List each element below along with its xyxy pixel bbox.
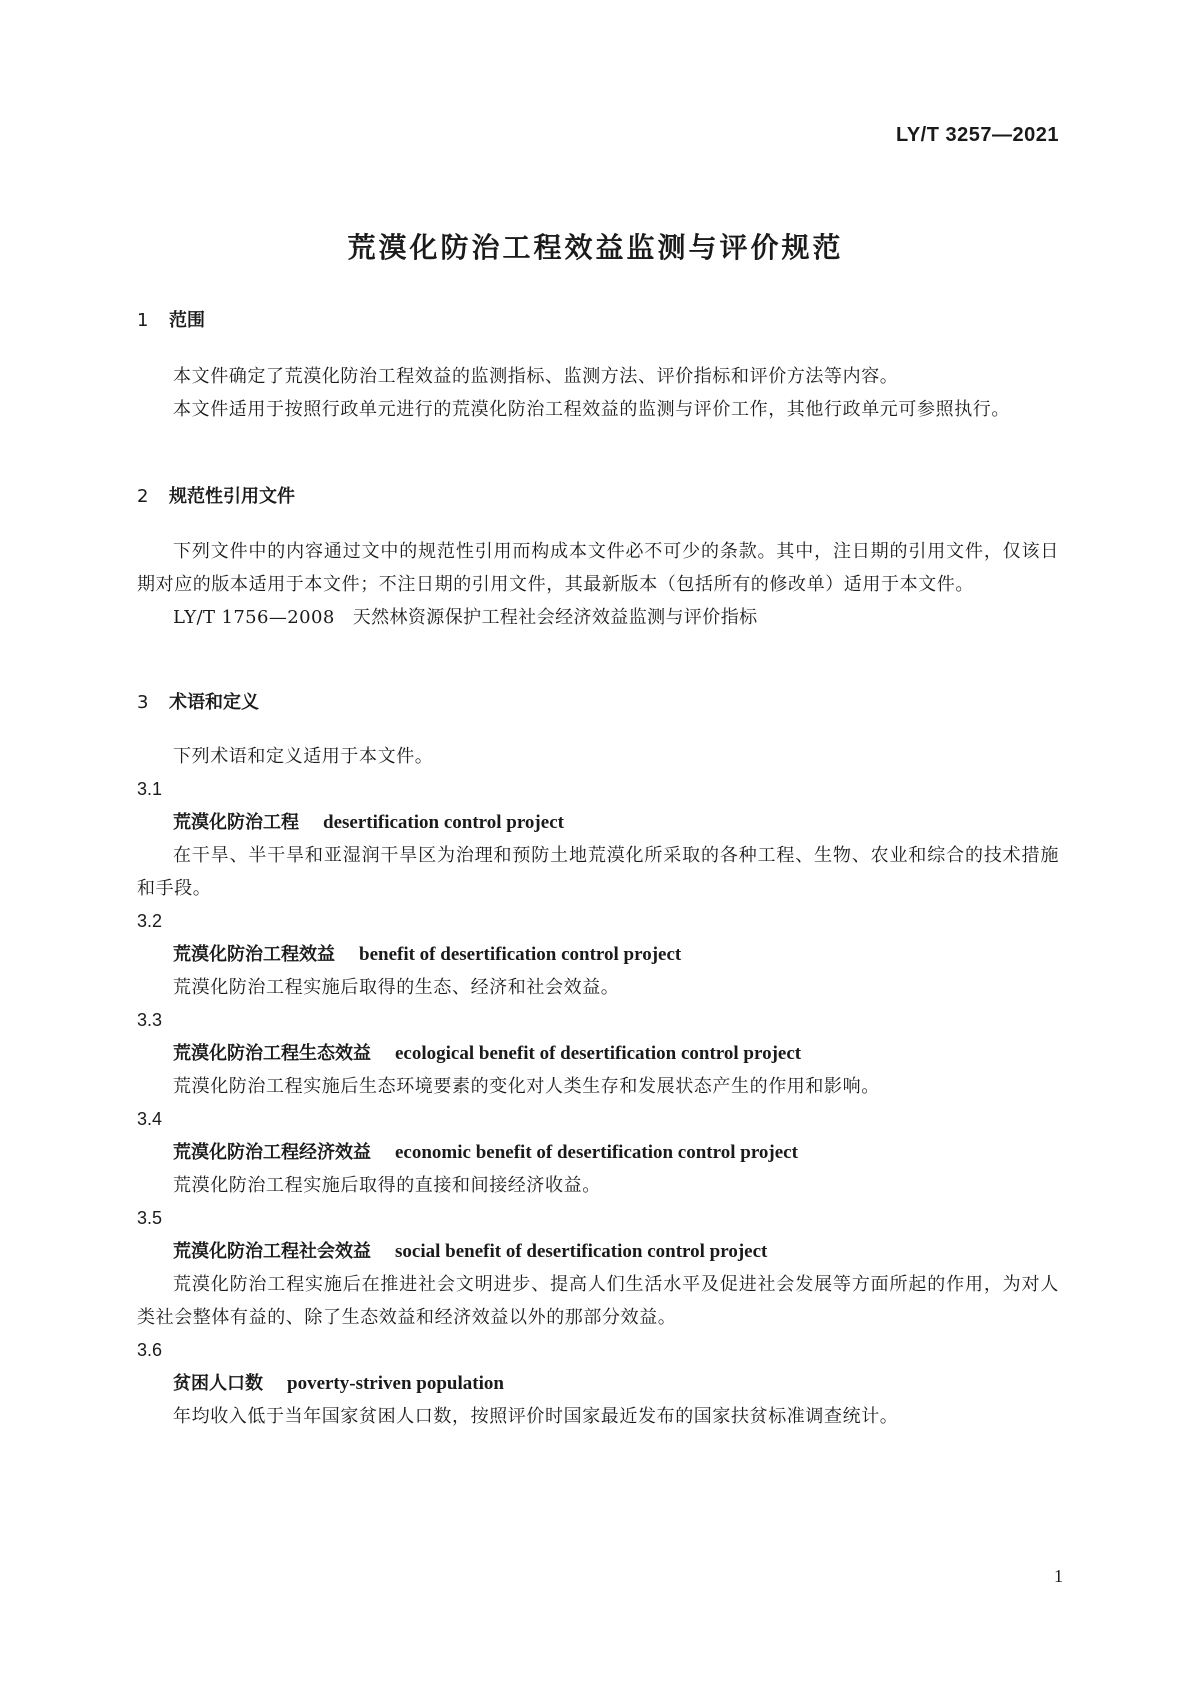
term-heading [137, 938, 1059, 971]
term-zh: 荒漠化防治工程 [173, 812, 299, 833]
term-zh: 贫困人口数 [173, 1373, 263, 1394]
term-number: 3.5 [137, 1208, 163, 1228]
section-3 [137, 688, 1059, 714]
section-heading [137, 688, 1059, 714]
term-number: 3.3 [137, 1010, 163, 1030]
section-2-body [137, 535, 1059, 634]
term-zh: 荒漠化防治工程生态效益 [173, 1043, 371, 1064]
term-number: 3.2 [137, 911, 163, 931]
section-number: 3 [137, 692, 149, 713]
term-entry [137, 905, 1059, 1004]
term-heading [137, 1367, 1059, 1400]
page-number: 1 [1054, 1566, 1063, 1586]
paragraph: 本文件适用于按照行政单元进行的荒漠化防治工程效益的监测与评价工作，其他行政单元可参照执行。 [173, 399, 1010, 420]
term-number: 3.4 [137, 1109, 163, 1129]
section-title: 范围 [169, 310, 205, 331]
section-heading [137, 482, 1059, 508]
term-number: 3.6 [137, 1340, 163, 1360]
term-en: economic benefit of desertification control project [395, 1142, 798, 1163]
section-title: 规范性引用文件 [169, 486, 295, 507]
document-title: 荒漠化防治工程效益监测与评价规范 [347, 231, 844, 264]
section-heading [137, 306, 1059, 332]
term-en: poverty-striven population [287, 1373, 504, 1394]
section-number: 1 [137, 310, 149, 331]
reference-code: LY/T 1756—2008 [173, 607, 335, 628]
term-definition: 在干旱、半干旱和亚湿润干旱区为治理和预防土地荒漠化所采取的各种工程、生物、农业和综合的技术措施和手段。 [137, 845, 1059, 899]
normative-reference [137, 601, 1059, 634]
term-entry [137, 1202, 1059, 1334]
term-zh: 荒漠化防治工程社会效益 [173, 1241, 371, 1262]
term-entry [137, 1103, 1059, 1202]
term-zh: 荒漠化防治工程经济效益 [173, 1142, 371, 1163]
term-definition: 年均收入低于当年国家贫困人口数，按照评价时国家最近发布的国家扶贫标准调查统计。 [173, 1406, 899, 1427]
paragraph: 本文件确定了荒漠化防治工程效益的监测指标、监测方法、评价指标和评价方法等内容。 [173, 366, 899, 387]
term-heading [137, 1235, 1059, 1268]
section-1 [137, 306, 1059, 332]
paragraph: 下列文件中的内容通过文中的规范性引用而构成本文件必不可少的条款。其中，注日期的引用文件，仅该日期对应的版本适用于本文件；不注日期的引用文件，其最新版本（包括所有的修改单）适用于本文件。 [137, 541, 1059, 595]
term-en: social benefit of desertification control project [395, 1241, 768, 1262]
section-2 [137, 482, 1059, 508]
standard-code: LY/T 3257—2021 [895, 124, 1059, 146]
term-definition: 荒漠化防治工程实施后生态环境要素的变化对人类生存和发展状态产生的作用和影响。 [173, 1076, 880, 1097]
term-heading [137, 1136, 1059, 1169]
section-1-body [137, 360, 1059, 426]
section-title: 术语和定义 [169, 692, 259, 713]
term-number: 3.1 [137, 779, 163, 799]
term-zh: 荒漠化防治工程效益 [173, 944, 335, 965]
reference-title: 天然林资源保护工程社会经济效益监测与评价指标 [352, 607, 758, 628]
terms-intro: 下列术语和定义适用于本文件。 [173, 746, 434, 767]
term-entry [137, 773, 1059, 905]
term-entry [137, 1334, 1059, 1433]
term-definition: 荒漠化防治工程实施后取得的生态、经济和社会效益。 [173, 977, 620, 998]
term-definition: 荒漠化防治工程实施后取得的直接和间接经济收益。 [173, 1175, 601, 1196]
term-en: desertification control project [323, 812, 564, 833]
term-en: ecological benefit of desertification control project [395, 1043, 802, 1064]
term-definition: 荒漠化防治工程实施后在推进社会文明进步、提高人们生活水平及促进社会发展等方面所起的作用，为对人类社会整体有益的、除了生态效益和经济效益以外的那部分效益。 [137, 1274, 1059, 1328]
term-heading [137, 1037, 1059, 1070]
term-heading [137, 806, 1059, 839]
section-number: 2 [137, 486, 149, 507]
term-en: benefit of desertification control project [359, 944, 682, 965]
term-entry [137, 1004, 1059, 1103]
section-3-body [137, 740, 1059, 1433]
